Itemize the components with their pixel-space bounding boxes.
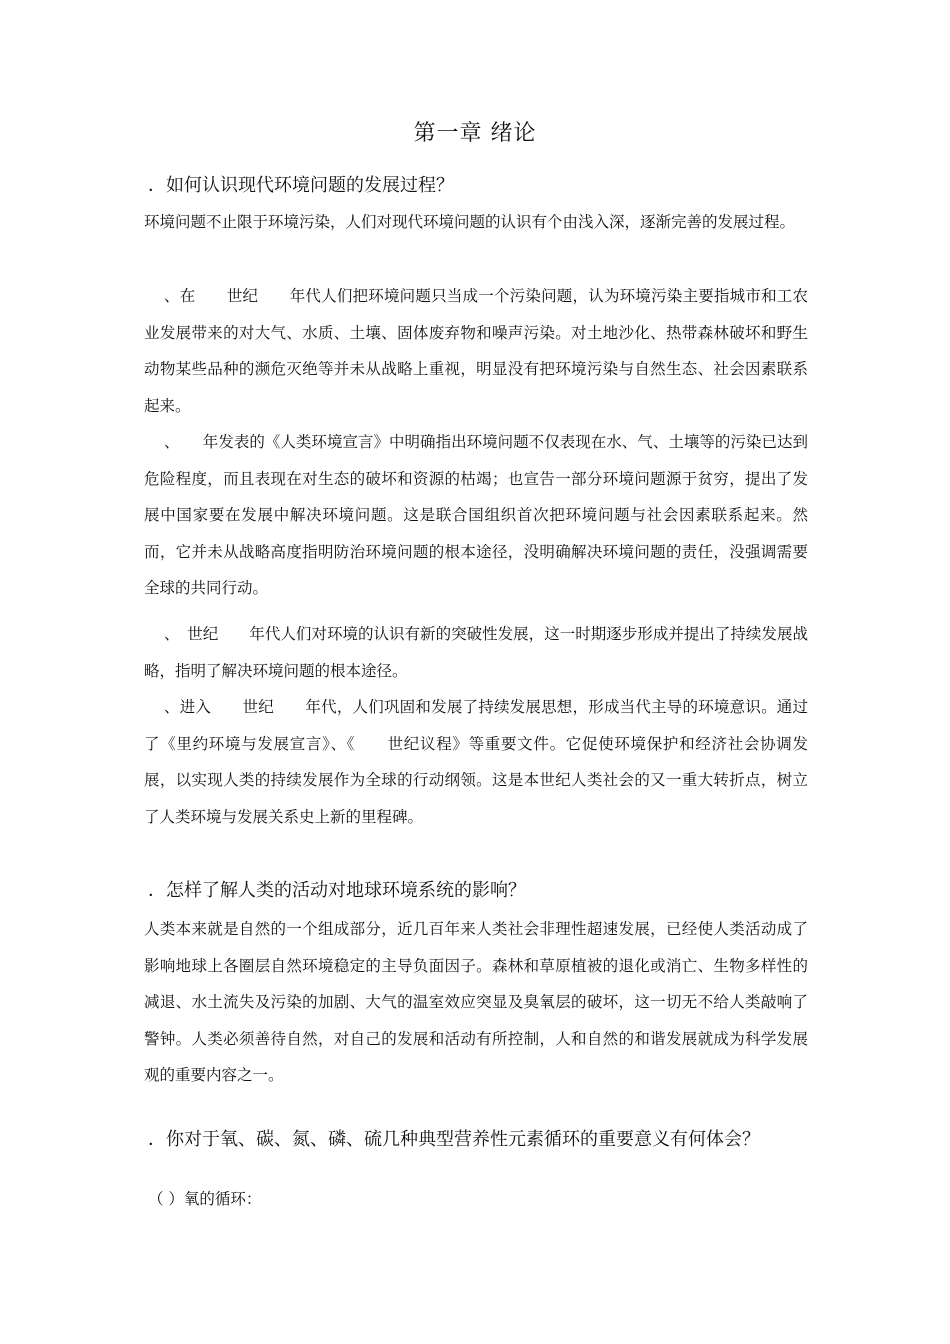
question-1-heading: ．如何认识现代环境问题的发展过程？ <box>148 175 454 196</box>
q1-point-2-paragraph: 、 年发表的《人类环境宣言》中明确指出环境问题不仅表现在水、气、土壤等的污染已达到危险程度，而且表现在对生态的破坏和资源的枯竭；也宣告一部分环境问题源于贫穷，提出了发展中国家要在发展中解决环境问题。这是联合国组织首次把环境问题与社会因素联系起来。然而，它并未从战略高度指明防治环境问题的根本途径，没明确解决环境问题的责任，没强调需要全球的共同行动。 <box>144 433 808 597</box>
q1-intro-paragraph: 环境问题不止限于环境污染，人们对现代环境问题的认识有个由浅入深，逐渐完善的发展过程。 <box>144 213 796 231</box>
q3-sub-item-1: （ ）氧的循环： <box>148 1190 262 1208</box>
q1-point-4-paragraph: 、进入 世纪 年代，人们巩固和发展了持续发展思想，形成当代主导的环境意识。通过了《里约环境与发展宣言》、《 世纪议程》等重要文件。它促使环境保护和经济社会协调发展，以实现人类的持续发展作为全球的行动纲领。这是本世纪人类社会的又一重大转折点，树立了人类环境与发展关系史上新的里程碑。 <box>144 698 808 826</box>
q1-point-1-paragraph: 、在 世纪 年代人们把环境问题只当成一个污染问题，认为环境污染主要指城市和工农业发展带来的对大气、水质、土壤、固体废弃物和噪声污染。对土地沙化、热带森林破坏和野生动物某些品种的濒危灭绝等并未从战略上重视，明显没有把环境污染与自然生态、社会因素联系起来。 <box>144 287 808 415</box>
question-2-heading: ．怎样了解人类的活动对地球环境系统的影响？ <box>148 880 526 901</box>
q2-answer-paragraph: 人类本来就是自然的一个组成部分，近几百年来人类社会非理性超速发展，已经使人类活动成了影响地球上各圈层自然环境稳定的主导负面因子。森林和草原植被的退化或消亡、生物多样性的减退、水土流失及污染的加剧、大气的温室效应突显及臭氧层的破坏，这一切无不给人类敲响了警钟。人类必须善待自然，对自己的发展和活动有所控制，人和自然的和谐发展就成为科学发展观的重要内容之一。 <box>144 920 808 1084</box>
q1-point-3-paragraph: 、 世纪 年代人们对环境的认识有新的突破性发展，这一时期逐步形成并提出了持续发展战略，指明了解决环境问题的根本途径。 <box>144 625 808 680</box>
question-3-heading: ．你对于氧、碳、氮、磷、硫几种典型营养性元素循环的重要意义有何体会？ <box>148 1129 760 1150</box>
chapter-title: 第一章 绪论 <box>413 121 537 146</box>
